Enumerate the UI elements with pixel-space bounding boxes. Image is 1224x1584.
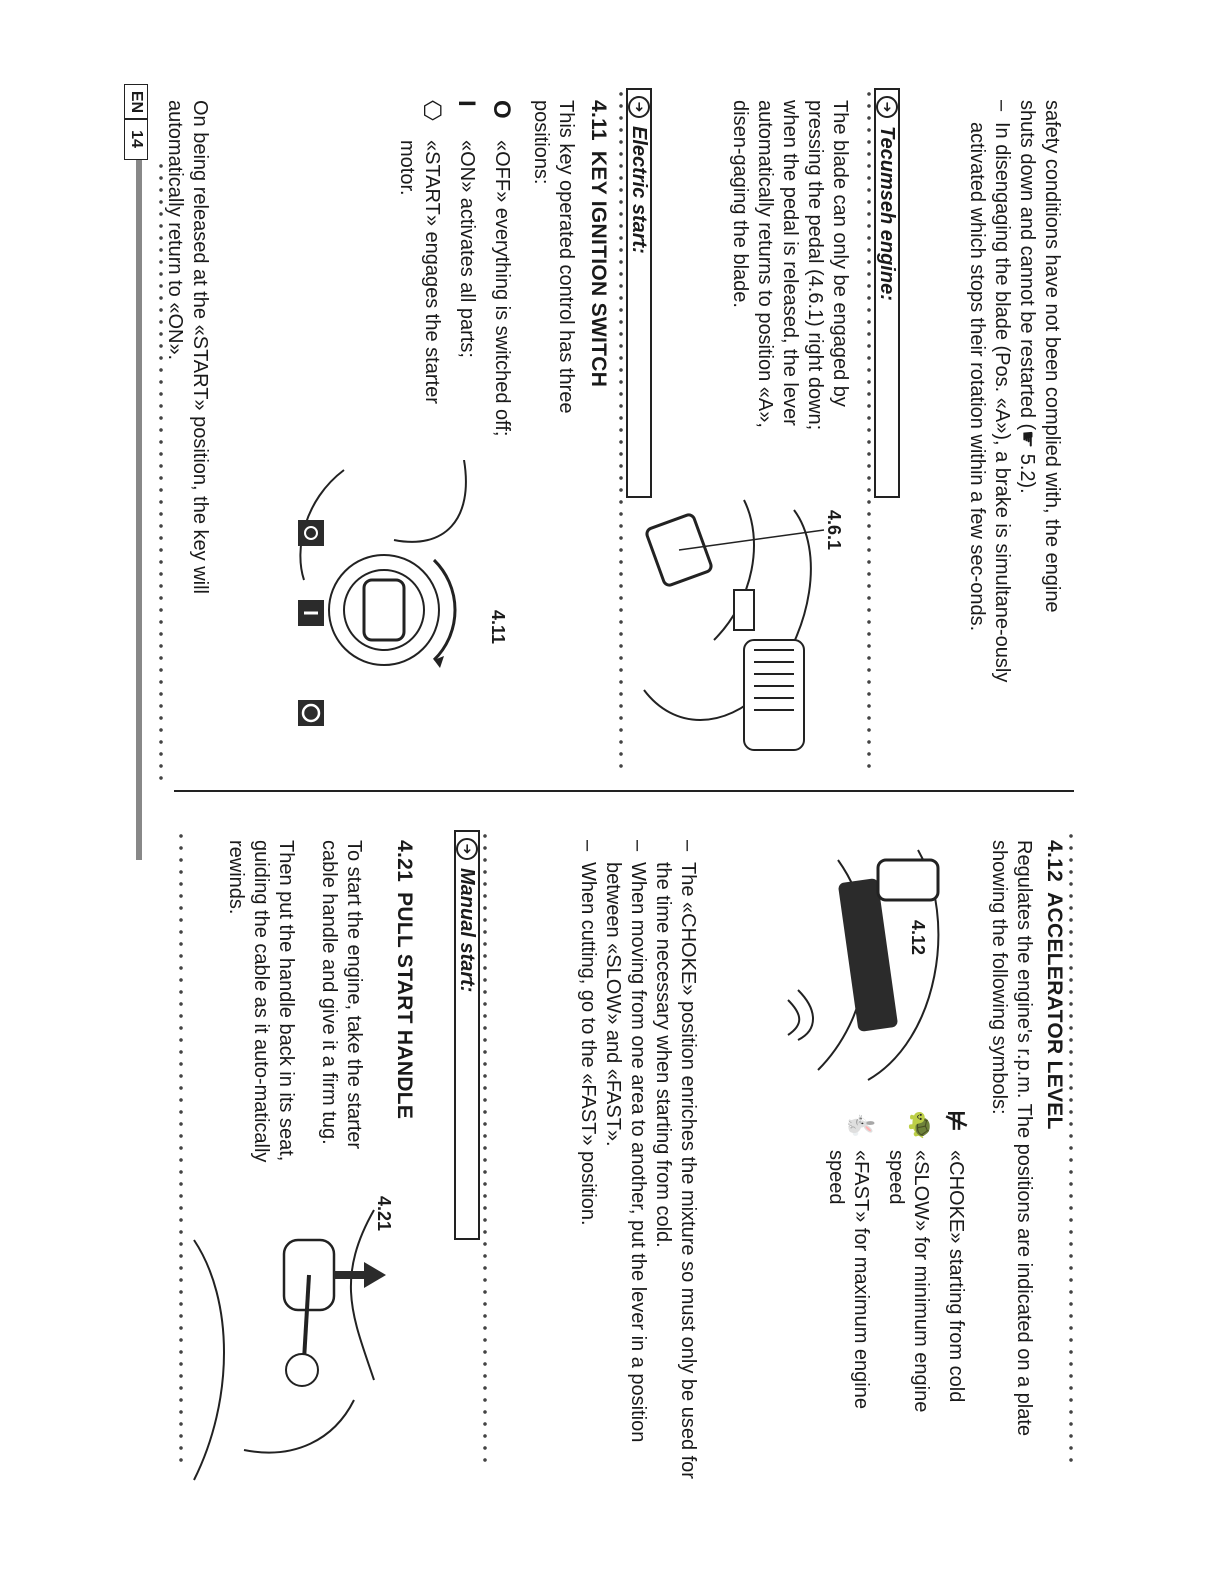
pull-handle-illustration bbox=[164, 1200, 394, 1500]
sec-412-heading bbox=[1042, 840, 1066, 1130]
tortoise-icon: 🐢 bbox=[907, 1110, 934, 1140]
fig-label-461: 4.6.1 bbox=[824, 510, 844, 551]
list-item-text: «START» engages the starter motor. bbox=[396, 140, 443, 404]
sec-412-bullets bbox=[575, 840, 700, 1480]
list-item-text: «ON» activates all parts; bbox=[456, 140, 478, 358]
on-bar-icon: I bbox=[453, 100, 480, 107]
choke-icon: ⊭ bbox=[942, 1110, 969, 1132]
list-item bbox=[883, 1110, 933, 1460]
intro-line2: shuts down and cannot be restarted (☛ 5.2). bbox=[1016, 100, 1038, 494]
figure-throttle bbox=[778, 840, 978, 1100]
dotted-rule-6 bbox=[158, 160, 164, 780]
sec-411-intro bbox=[528, 100, 578, 430]
sec-412-intro-text: Regulates the engine's r.p.m. The positions are indicated on a plate showing the following symbols: bbox=[988, 840, 1035, 1437]
list-item bbox=[823, 1110, 873, 1460]
fig-label-421: 4.21 bbox=[374, 1196, 394, 1232]
list-item-text: «CHOKE» starting from cold bbox=[945, 1150, 967, 1403]
sec-411-title: KEY IGNITION SWITCH bbox=[587, 150, 610, 388]
fig-label-411: 4.11 bbox=[488, 610, 508, 645]
list-item bbox=[943, 1110, 968, 1460]
dotted-rule-5 bbox=[178, 830, 184, 1470]
list-item-text: «OFF» everything is switched off; bbox=[491, 140, 513, 437]
sec-411-heading bbox=[586, 100, 610, 387]
list-item-text: «FAST» for maximum engine speed bbox=[825, 1150, 872, 1409]
sec-412-number: 4.12 bbox=[1043, 840, 1066, 883]
sec-411-number: 4.11 bbox=[587, 100, 610, 141]
sec-421-body bbox=[223, 840, 366, 1190]
list-item bbox=[394, 100, 444, 440]
column-divider bbox=[174, 790, 1074, 792]
sec-411-list bbox=[394, 100, 524, 440]
manual-header-text: Manual start: bbox=[456, 868, 479, 993]
pedal-illustration bbox=[634, 490, 834, 760]
list-item bbox=[454, 100, 479, 440]
bullet-item: – When moving from one area to another, put the lever in a position between «SLOW» and «FAST». bbox=[600, 840, 650, 1480]
arrow-circle-icon: ➜ bbox=[876, 96, 898, 118]
dotted-rule-4 bbox=[482, 830, 488, 1470]
footer-lang: EN bbox=[124, 84, 148, 120]
sec-421-heading bbox=[392, 840, 416, 1119]
list-item bbox=[489, 100, 514, 440]
dotted-rule-3 bbox=[1068, 830, 1074, 1470]
dotted-rule-1 bbox=[866, 88, 872, 768]
sec-421-number: 4.21 bbox=[393, 840, 416, 883]
sec-421-title: PULL START HANDLE bbox=[393, 892, 416, 1120]
arrow-circle-icon: ➜ bbox=[456, 838, 478, 860]
arrow-circle-icon: ➜ bbox=[628, 96, 650, 118]
electric-header-text: Electric start: bbox=[628, 126, 651, 254]
footer-page-number: 14 bbox=[124, 118, 148, 160]
manual-header bbox=[454, 830, 480, 1240]
sec-412-intro bbox=[986, 840, 1036, 1460]
figure-pedal bbox=[634, 490, 844, 760]
throttle-illustration bbox=[778, 840, 978, 1100]
key-switch-illustration bbox=[284, 460, 504, 770]
electric-header bbox=[626, 88, 652, 498]
sec-412-title: ACCELERATOR LEVEL bbox=[1043, 892, 1066, 1130]
intro-text bbox=[964, 100, 1064, 700]
sec-411-intro-text: This key operated control has three positions: bbox=[530, 100, 577, 414]
fig-label-412: 4.12 bbox=[908, 920, 928, 956]
figure-key-switch bbox=[284, 460, 508, 770]
sec-421-p2: Then put the handle back in its seat, guiding the cable as it auto-matically rewinds. bbox=[225, 840, 297, 1163]
list-item-text: «SLOW» for minimum engine speed bbox=[885, 1150, 932, 1413]
off-circle-icon: O bbox=[488, 100, 515, 119]
sec-412-symbols bbox=[823, 1110, 978, 1460]
start-motor-icon: ⎔ bbox=[418, 100, 445, 121]
sec-421-p1: To start the engine, take the starter cable handle and give it a firm tug. bbox=[318, 840, 365, 1150]
hare-icon: 🐇 bbox=[847, 1110, 874, 1140]
tecumseh-body-text: The blade can only be engaged by pressing the pedal (4.6.1) right down; when the pedal is released, the lever automatically returns to position «A», disen-gaging the blade. bbox=[729, 100, 851, 431]
tecumseh-header-text: Tecumseh engine: bbox=[876, 126, 899, 301]
bullet-item: – When cutting, go to the «FAST» position. bbox=[575, 840, 600, 1480]
footer-bar bbox=[136, 160, 142, 860]
sec-411-outro-text: On being released at the «START» position, the key will automatically return to «ON». bbox=[164, 100, 211, 594]
tecumseh-header bbox=[874, 88, 900, 498]
figure-pull-handle bbox=[164, 1196, 394, 1500]
intro-line1: safety conditions have not been complied with, the engine bbox=[1041, 100, 1063, 613]
tecumseh-body bbox=[727, 100, 852, 480]
sec-411-outro bbox=[162, 100, 212, 700]
bullet-item: – The «CHOKE» position enriches the mixture so must only be used for the time necessary when starting from cold. bbox=[650, 840, 700, 1480]
intro-dash-item: – In disengaging the blade (Pos. «A»), a brake is simultane-ously activated which stops their rotation within a few sec-onds. bbox=[964, 100, 1014, 700]
dotted-rule-2 bbox=[618, 88, 624, 768]
